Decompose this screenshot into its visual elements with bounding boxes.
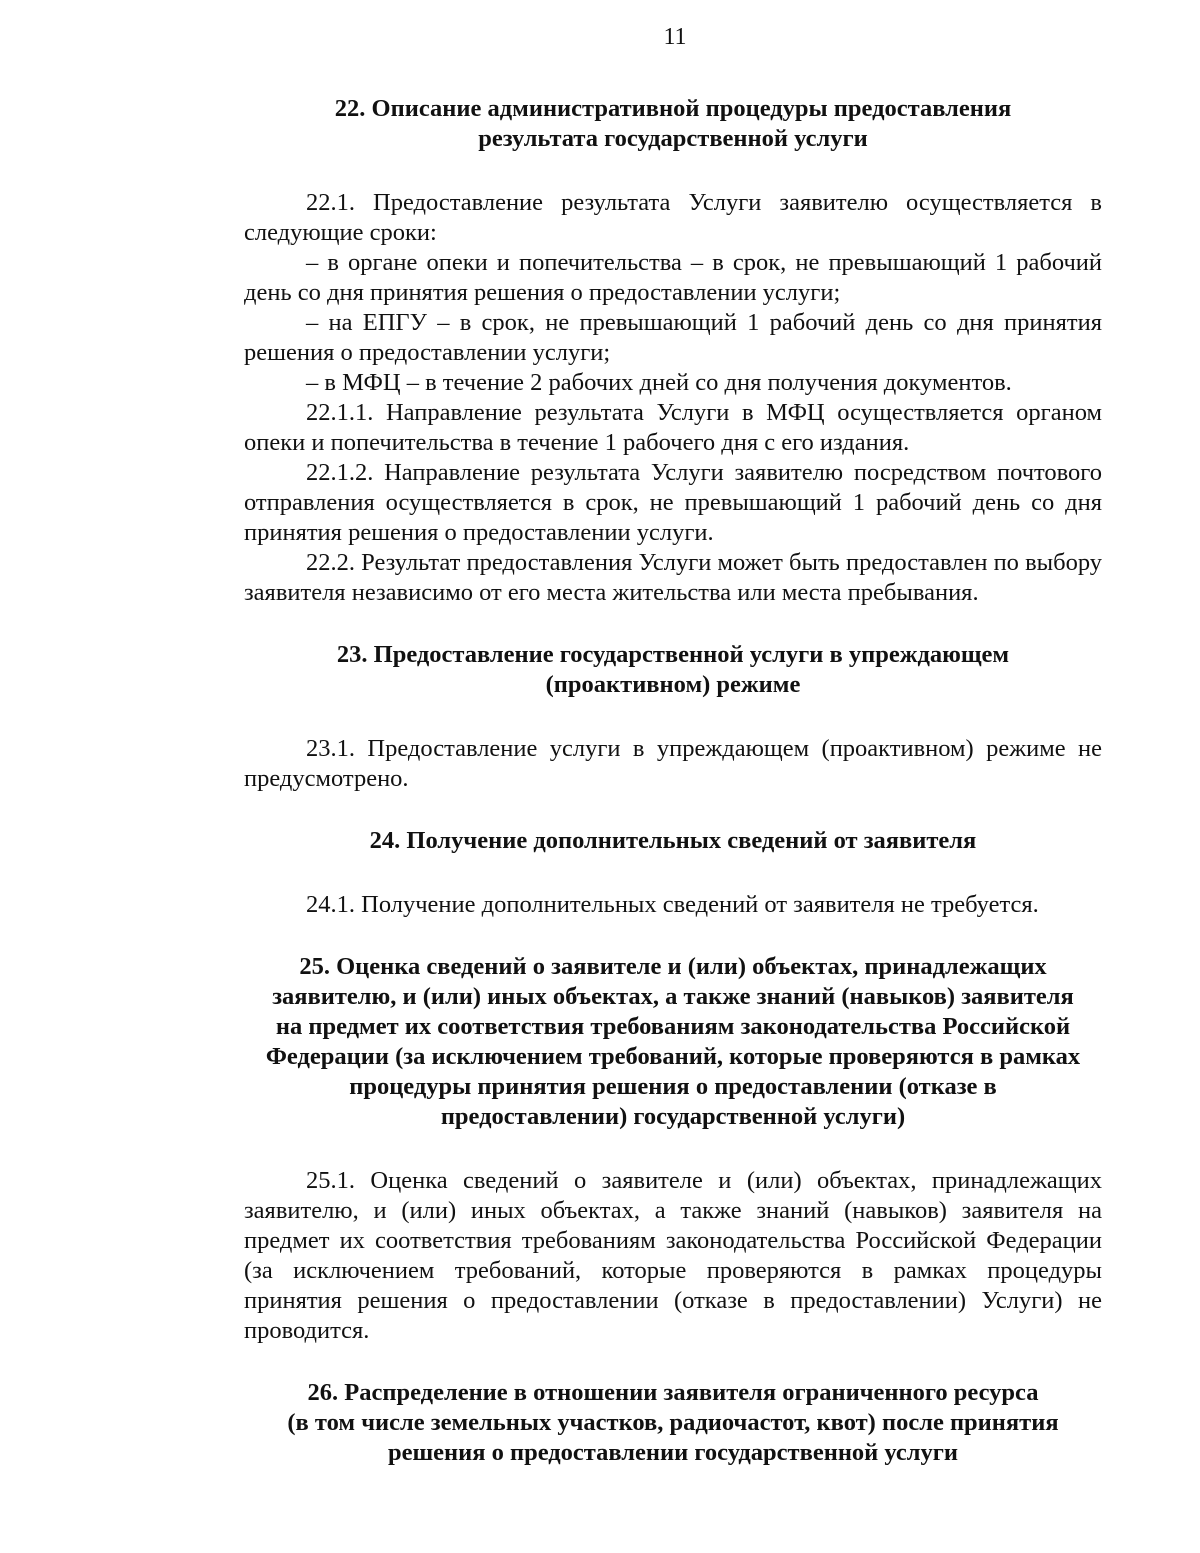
heading-line: (в том числе земельных участков, радиочастот, квот) после принятия [287, 1409, 1059, 1436]
paragraph: 23.1. Предоставление услуги в упреждающем (проактивном) режиме не предусмотрено. [244, 735, 1102, 792]
section-heading-26 [244, 1378, 1102, 1468]
section-heading-25 [244, 952, 1102, 1132]
paragraph: 22.2. Результат предоставления Услуги может быть предоставлен по выбору заявителя независимо от его места жительства или места пребывания. [244, 549, 1102, 606]
heading-line: 23. Предоставление государственной услуги в упреждающем [336, 641, 1010, 668]
paragraph: 22.1.1. Направление результата Услуги в МФЦ осуществляется органом опеки и попечительства в течение 1 рабочего дня с его издания. [244, 399, 1102, 456]
heading-line: процедуры принятия решения о предоставлении (отказе в [349, 1073, 997, 1100]
heading-line: 22. Описание административной процедуры предоставления [334, 95, 1012, 122]
heading-line: 24. Получение дополнительных сведений от заявителя [369, 827, 977, 854]
heading-line: решения о предоставлении государственной услуги [387, 1439, 959, 1466]
heading-line: 26. Распределение в отношении заявителя ограниченного ресурса [307, 1379, 1039, 1406]
heading-line: Федерации (за исключением требований, которые проверяются в рамках [265, 1043, 1081, 1070]
document-body [244, 94, 1102, 1468]
paragraph: – в органе опеки и попечительства – в срок, не превышающий 1 рабочий день со дня принятия решения о предоставлении услуги; [244, 249, 1102, 306]
heading-line: 25. Оценка сведений о заявителе и (или) объектах, принадлежащих [299, 953, 1047, 980]
heading-line: заявителю, и (или) иных объектах, а также знаний (навыков) заявителя [272, 983, 1074, 1010]
heading-line: предоставлении) государственной услуги) [440, 1103, 906, 1130]
paragraph: – на ЕПГУ – в срок, не превышающий 1 рабочий день со дня принятия решения о предоставлении услуги; [244, 309, 1102, 366]
section-heading-22 [244, 94, 1102, 154]
heading-line: результата государственной услуги [478, 125, 868, 152]
paragraph: 22.1. Предоставление результата Услуги заявителю осуществляется в следующие сроки: [244, 189, 1102, 246]
section-heading-23 [244, 640, 1102, 700]
section-heading-24 [244, 826, 1102, 856]
page-number: 11 [663, 24, 687, 50]
heading-line: на предмет их соответствия требованиям законодательства Российской [275, 1013, 1071, 1040]
heading-line: (проактивном) режиме [545, 671, 801, 698]
paragraph: 22.1.2. Направление результата Услуги заявителю посредством почтового отправления осуществляется в срок, не превышающий 1 рабочий день со дня принятия решения о предоставлении услуги. [244, 459, 1102, 546]
paragraph: 24.1. Получение дополнительных сведений от заявителя не требуется. [306, 891, 1039, 918]
paragraph: 25.1. Оценка сведений о заявителе и (или) объектах, принадлежащих заявителю, и (или) иных объектах, а также знаний (навыков) заявителя на предмет их соответствия требованиям законодательства Российской Федерации (за исключением требований, которые проверяются в рамках процедуры принятия решения о предоставлении (отказе в предоставлении) Услуги) не проводится. [244, 1167, 1102, 1344]
paragraph: – в МФЦ – в течение 2 рабочих дней со дня получения документов. [306, 369, 1012, 396]
